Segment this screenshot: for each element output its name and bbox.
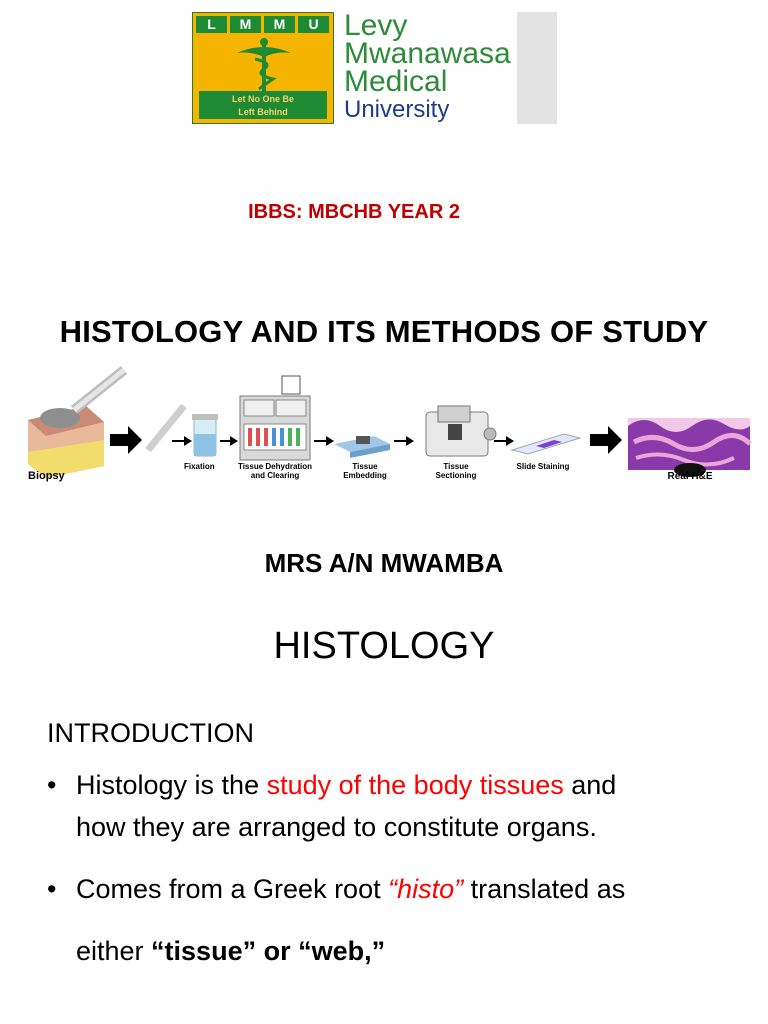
bullet-text: Histology is the study of the body tissues and how they are arranged to constitute organs. — [76, 770, 617, 842]
arrow-icon — [220, 436, 238, 446]
highlight-text: “histo” — [388, 874, 464, 904]
process-label-sectioning: Tissue Sectioning — [435, 462, 477, 480]
process-label-fixation: Fixation — [184, 462, 215, 471]
logo-name-line: Medical — [344, 65, 448, 98]
embedding-mold-icon — [334, 436, 390, 458]
arrow-icon — [110, 426, 142, 454]
logo-badge — [192, 12, 334, 124]
arrow-icon — [590, 426, 622, 454]
highlight-text: study of the body tissues — [266, 770, 564, 800]
process-label-staining: Slide Staining — [516, 462, 570, 471]
intro-heading: INTRODUCTION — [47, 718, 254, 748]
process-label-biopsy: Biopsy — [28, 470, 65, 482]
bullet-dot: • — [47, 874, 57, 904]
caduceus-icon — [233, 37, 295, 93]
section-heading: HISTOLOGY — [273, 625, 495, 667]
logo-name-line: Mwanawasa — [344, 37, 511, 70]
arrow-icon — [314, 436, 334, 446]
needle-icon — [148, 406, 184, 450]
fixation-jar-icon — [192, 414, 218, 456]
bullet-item — [47, 764, 616, 848]
he-tissue-image-icon — [628, 418, 750, 477]
badge-letters — [196, 16, 329, 33]
process-label-dehydration: Tissue Dehydration and Clearing — [237, 462, 313, 480]
arrow-icon — [394, 436, 414, 446]
badge-letter: M — [264, 16, 295, 33]
logo-name-line: Levy — [344, 9, 408, 42]
histology-process-diagram — [24, 366, 754, 496]
microtome-icon — [426, 406, 496, 456]
tissue-processor-icon — [240, 376, 310, 460]
arrow-icon — [494, 436, 514, 446]
logo-wordmark — [342, 9, 557, 124]
stained-slide-icon — [512, 434, 580, 454]
author-name: MRS A/N MWAMBA — [264, 548, 504, 578]
process-label-result: Real H&E — [667, 471, 713, 482]
page-title: HISTOLOGY AND ITS METHODS OF STUDY — [59, 314, 709, 349]
bullet-item — [47, 868, 625, 982]
arrow-icon — [172, 436, 192, 446]
badge-letter: L — [196, 16, 227, 33]
process-label-embedding: Tissue Embedding — [343, 462, 387, 480]
course-subtitle: IBBS: MBCHB YEAR 2 — [248, 201, 460, 223]
bullet-text: Comes from a Greek root “histo” translated as either “tissue” or “web,” — [76, 874, 626, 966]
bullet-dot: • — [47, 770, 57, 800]
badge-motto: Let No One Be Left Behind — [231, 94, 294, 117]
logo-name-line: University — [344, 96, 450, 123]
bold-text: “tissue” or “web,” — [151, 936, 386, 966]
badge-letter: U — [298, 16, 329, 33]
university-logo — [192, 9, 557, 124]
biopsy-skin-icon — [28, 370, 124, 478]
badge-letter: M — [230, 16, 261, 33]
